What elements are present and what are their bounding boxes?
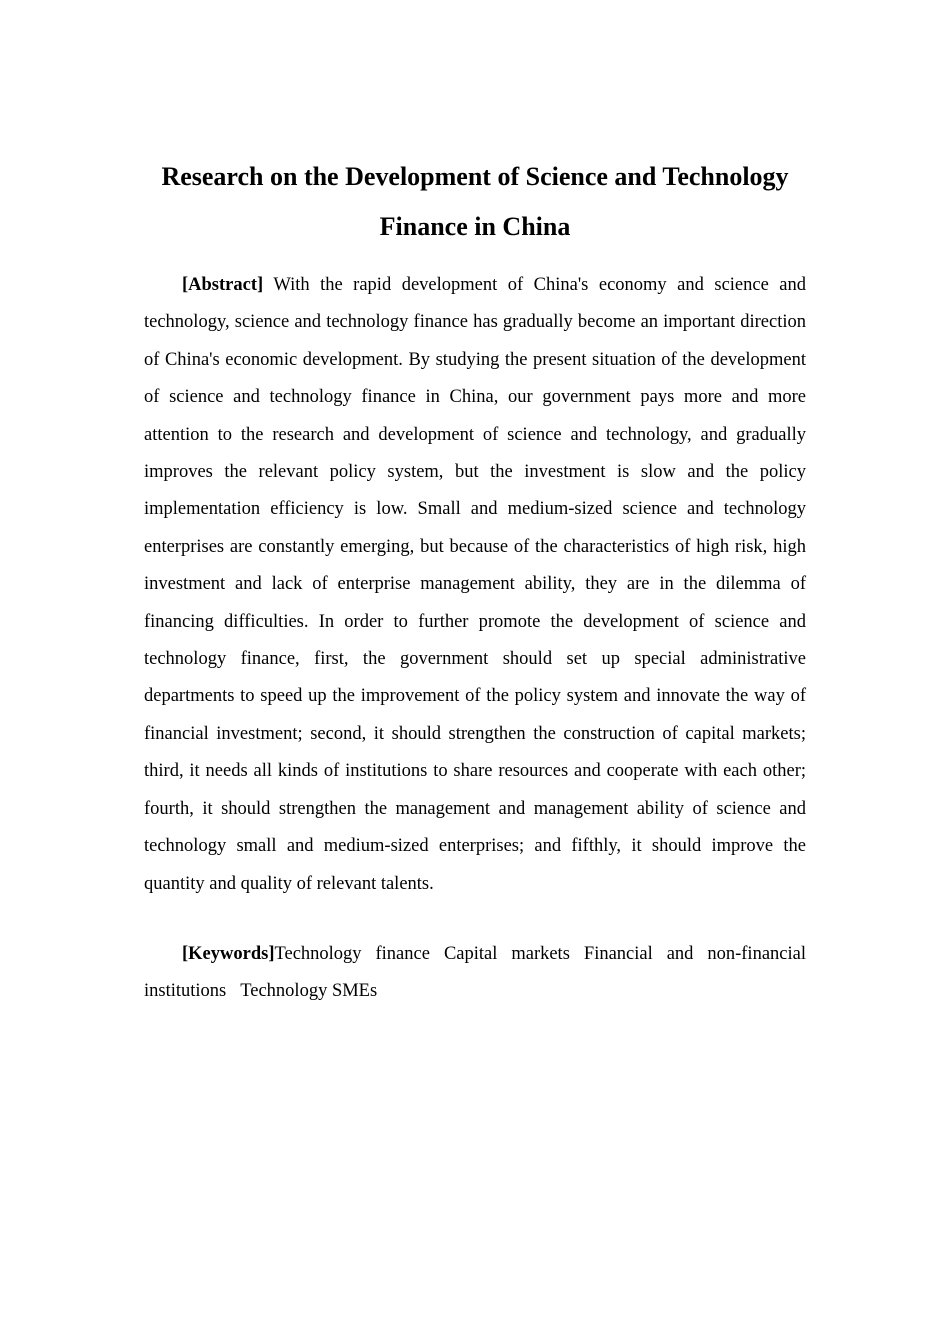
keyword-item: Technology finance (274, 944, 430, 964)
title-line-1: Research on the Development of Science and Technology (161, 162, 789, 191)
document-title (144, 152, 806, 252)
keywords-label: [Keywords] (182, 944, 275, 964)
keyword-item: Financial and non-financial institutions (144, 944, 806, 1002)
keywords-paragraph (144, 936, 806, 1011)
title-line-2: Finance in China (379, 212, 571, 241)
abstract-text: With the rapid development of China's economy and science and technology, science and technology finance has gradually become an important direction of China's economic development. By studying the present situation of the development of science and technology finance in China, our government pays more and more attention to the research and development of science and technology, and gradually improves the relevant policy system, but the investment is slow and the policy implementation efficiency is low. Small and medium-sized science and technology enterprises are constantly emerging, but because of the characteristics of high risk, high investment and lack of enterprise management ability, they are in the dilemma of financing difficulties. In order to further promote the development of science and technology finance, first, the government should set up special administrative departments to speed up the improvement of the policy system and innovate the way of financial investment; second, it should strengthen the construction of capital markets; third, it needs all kinds of institutions to share resources and cooperate with each other; fourth, it should strengthen the management and management ability of science and technology small and medium-sized enterprises; and fifthly, it should improve the quantity and quality of relevant talents. (144, 275, 807, 894)
abstract-paragraph (144, 267, 806, 903)
keyword-item: Capital markets (443, 944, 570, 964)
abstract-label: [Abstract] (182, 275, 264, 295)
keyword-item: Technology SMEs (240, 981, 378, 1002)
